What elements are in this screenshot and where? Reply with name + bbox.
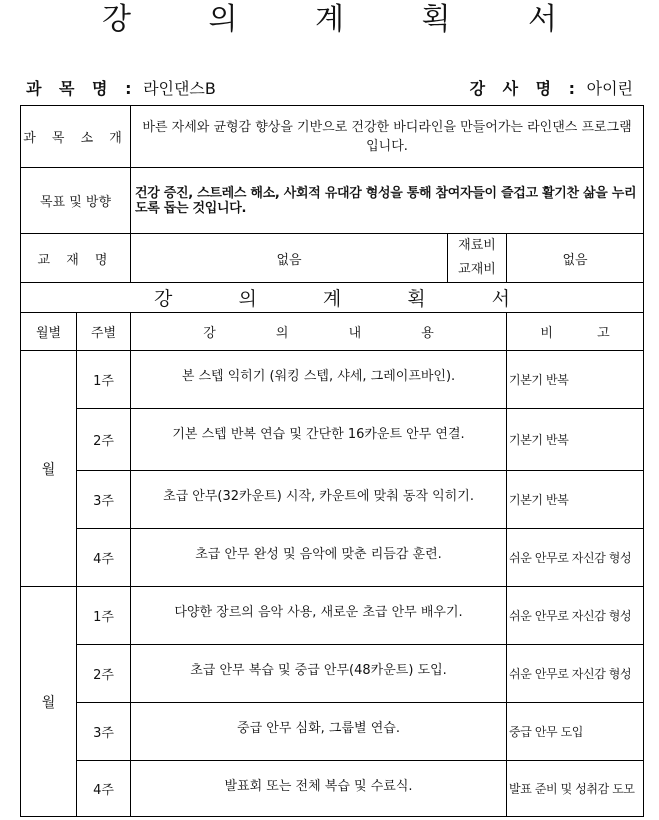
materials-value: 없음 <box>131 234 448 283</box>
fee-label <box>448 234 507 283</box>
col-note: 비 고 <box>507 313 644 351</box>
week-cell: 3주 <box>77 703 131 761</box>
plan-title-row <box>21 283 644 313</box>
intro-label: 과 목 소 개 <box>21 106 131 168</box>
materials-label: 교 재 명 <box>21 234 131 283</box>
instructor-label: 강 사 명 : <box>469 79 582 98</box>
week-cell: 4주 <box>77 761 131 817</box>
month-cell: 월 <box>21 587 77 817</box>
content-cell: 중급 안무 심화, 그룹별 연습. <box>131 703 507 761</box>
fee-label-textbook: 교재비 <box>458 262 496 277</box>
note-cell: 기본기 반복 <box>507 351 644 409</box>
table-row <box>21 351 644 409</box>
col-week: 주별 <box>77 313 131 351</box>
week-cell: 1주 <box>77 587 131 645</box>
col-content: 강 의 내 용 <box>131 313 507 351</box>
week-cell: 2주 <box>77 645 131 703</box>
note-cell: 쉬운 안무로 자신감 형성 <box>507 587 644 645</box>
week-cell: 3주 <box>77 471 131 529</box>
column-header-row <box>21 313 644 351</box>
table-row <box>21 409 644 471</box>
table-row <box>21 529 644 587</box>
note-cell: 발표 준비 및 성취감 도모 <box>507 761 644 817</box>
goals-label: 목표 및 방향 <box>21 168 131 234</box>
table-row <box>21 587 644 645</box>
goals-text: 건강 증진, 스트레스 해소, 사회적 유대감 형성을 통해 참여자들이 즐겁고 활기찬 삶을 누리도록 돕는 것입니다. <box>131 168 644 234</box>
instructor-field <box>470 76 633 99</box>
content-cell: 초급 안무 복습 및 중급 안무(48카운트) 도입. <box>131 645 507 703</box>
content-cell: 초급 안무(32카운트) 시작, 카운트에 맞춰 동작 익히기. <box>131 471 507 529</box>
page-title: 강 의 계 획 서 <box>101 2 592 37</box>
plan-table <box>20 105 644 817</box>
intro-row <box>21 106 644 168</box>
table-row <box>21 703 644 761</box>
note-cell: 기본기 반복 <box>507 409 644 471</box>
subject-field <box>26 76 216 99</box>
table-row <box>21 471 644 529</box>
col-month: 월별 <box>21 313 77 351</box>
week-cell: 2주 <box>77 409 131 471</box>
subject-label: 과 목 명 : <box>26 79 138 98</box>
table-row <box>21 645 644 703</box>
note-cell: 중급 안무 도입 <box>507 703 644 761</box>
table-row <box>21 761 644 817</box>
goals-row <box>21 168 644 234</box>
week-cell: 4주 <box>77 529 131 587</box>
note-cell: 쉬운 안무로 자신감 형성 <box>507 529 644 587</box>
instructor-value: 아이린 <box>586 79 633 98</box>
fee-value: 없음 <box>507 234 644 283</box>
content-cell: 초급 안무 완성 및 음악에 맞춘 리듬감 훈련. <box>131 529 507 587</box>
note-cell: 쉬운 안무로 자신감 형성 <box>507 645 644 703</box>
content-cell: 본 스텝 익히기 (워킹 스텝, 샤세, 그레이프바인). <box>131 351 507 409</box>
month-cell: 월 <box>21 351 77 587</box>
subject-value: 라인댄스B <box>143 79 216 98</box>
content-cell: 기본 스텝 반복 연습 및 간단한 16카운트 안무 연결. <box>131 409 507 471</box>
content-cell: 발표회 또는 전체 복습 및 수료식. <box>131 761 507 817</box>
materials-row <box>21 234 644 283</box>
intro-text: 바른 자세와 균형감 향상을 기반으로 건강한 바디라인을 만들어가는 라인댄스 프로그램입니다. <box>131 106 644 168</box>
content-cell: 다양한 장르의 음악 사용, 새로운 초급 안무 배우기. <box>131 587 507 645</box>
plan-title: 강 의 계 획 서 <box>21 283 644 313</box>
fee-label-material: 재료비 <box>458 238 496 253</box>
week-cell: 1주 <box>77 351 131 409</box>
note-cell: 기본기 반복 <box>507 471 644 529</box>
